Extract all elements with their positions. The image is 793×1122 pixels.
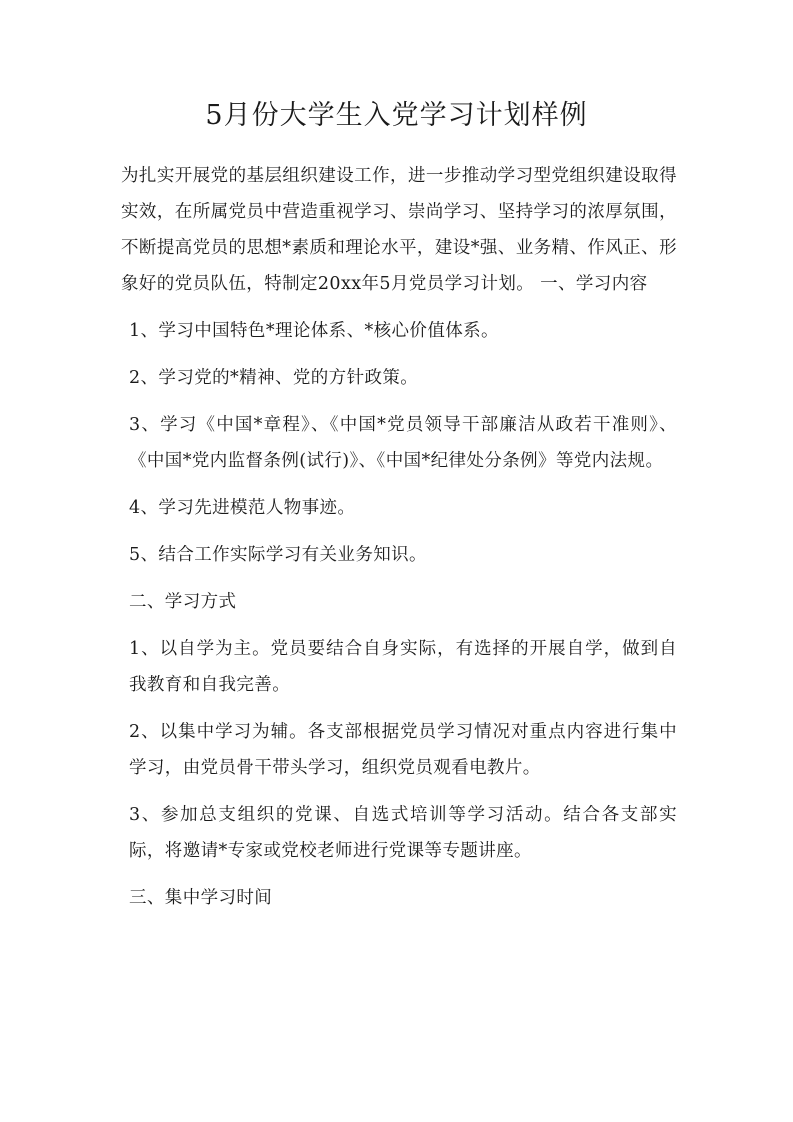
- content-item-2: 2、学习党的*精神、党的方针政策。: [129, 368, 419, 388]
- content-item-3: 3、学习《中国*章程》、《中国*党员领导干部廉洁从政若干准则》、《中国*党内监督条例(试行)》、《中国*纪律处分条例》等党内法规。: [129, 415, 677, 471]
- document-title: 5月份大学生入党学习计划样例: [205, 100, 588, 131]
- content-item-4: 4、学习先进模范人物事迹。: [129, 498, 356, 518]
- method-item-1: 1、以自学为主。党员要结合自身实际，有选择的开展自学，做到自我教育和自我完善。: [129, 639, 677, 695]
- method-item-2: 2、以集中学习为辅。各支部根据党员学习情况对重点内容进行集中学习，由党员骨干带头学习，组织党员观看电教片。: [129, 722, 677, 778]
- method-item-3: 3、参加总支组织的党课、自选式培训等学习活动。结合各支部实际，将邀请*专家或党校老师进行党课等专题讲座。: [129, 805, 677, 861]
- content-item-1: 1、学习中国特色*理论体系、*核心价值体系。: [129, 321, 499, 341]
- section-heading-study-methods: 二、学习方式: [129, 592, 237, 612]
- intro-paragraph: 为扎实开展党的基层组织建设工作，进一步推动学习型党组织建设取得实效，在所属党员中营造重视学习、崇尚学习、坚持学习的浓厚氛围，不断提高党员的思想*素质和理论水平，建设*强、业务精、作风正、形象好的党员队伍，特制定20xx年5月党员学习计划。 一、学习内容: [121, 166, 677, 294]
- document-body: [121, 158, 677, 927]
- section-heading-study-time: 三、集中学习时间: [129, 888, 273, 908]
- content-item-5: 5、结合工作实际学习有关业务知识。: [129, 545, 427, 565]
